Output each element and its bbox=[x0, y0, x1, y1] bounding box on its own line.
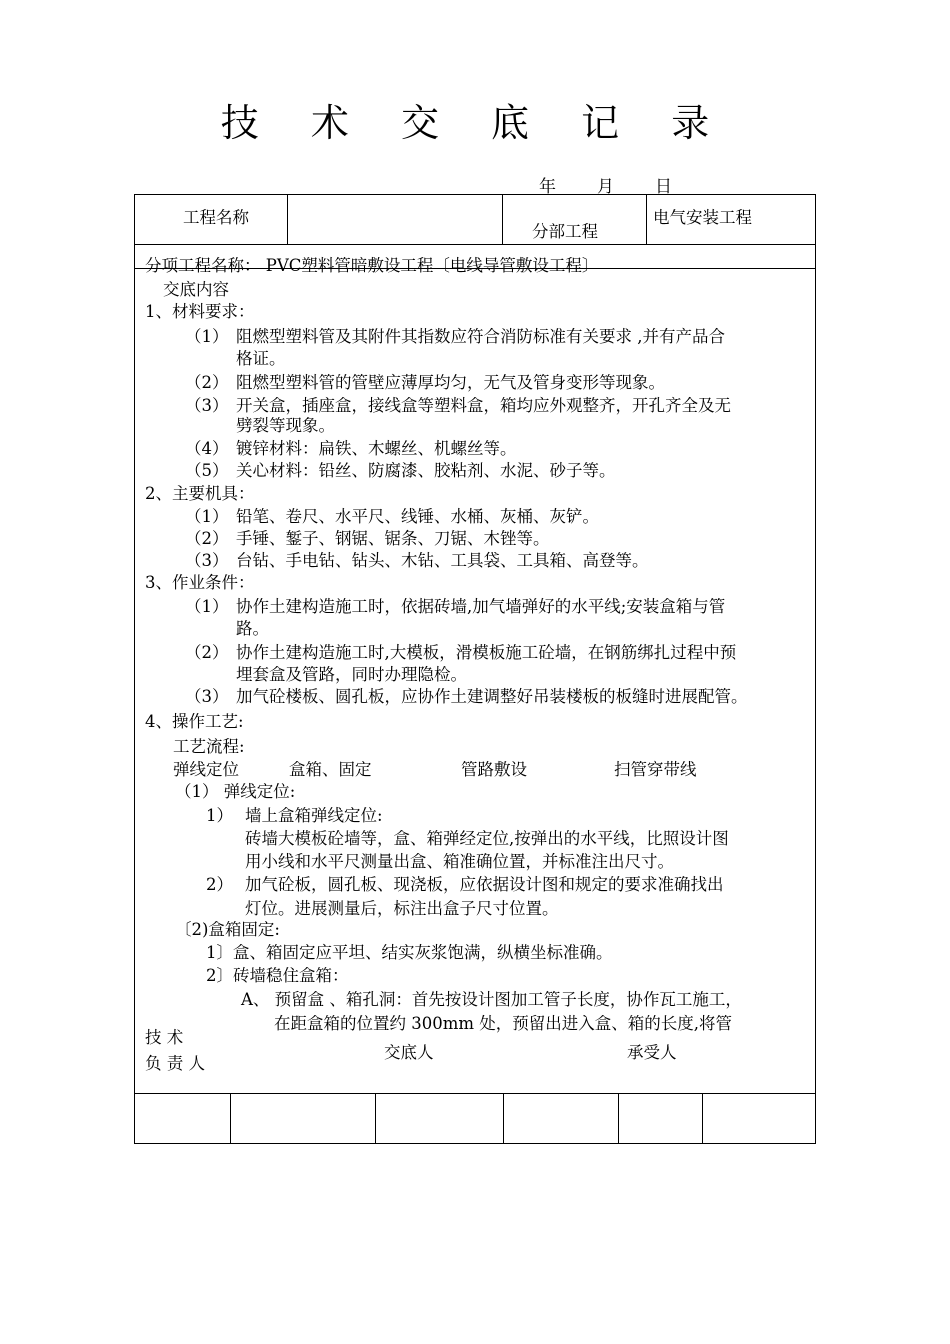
process-flow-label: 工艺流程: bbox=[173, 737, 245, 756]
item-number: （1） bbox=[185, 597, 229, 616]
item-text: 协作土建构造施工时，依据砖墙,加气墙弹好的水平线;安装盒箱与管 bbox=[236, 597, 726, 616]
item-text-continued: 劈裂等现象。 bbox=[236, 416, 335, 435]
item-number: （3） bbox=[185, 551, 229, 570]
signature-cell-divider bbox=[618, 1093, 619, 1143]
header-divider bbox=[502, 195, 503, 245]
flow-step: 盒箱、固定 bbox=[289, 760, 372, 779]
item-number: （2） bbox=[185, 529, 229, 548]
item-text: 阻燃型塑料管及其附件其指数应符合消防标准有关要求 ,并有产品合 bbox=[236, 327, 725, 346]
item-number: （3） bbox=[185, 396, 229, 415]
sub-step-text: 砖墙大模板砼墙等，盒、箱弹经定位,按弹出的水平线，比照设计图 bbox=[245, 829, 729, 848]
item-text: 关心材料：铅丝、防腐漆、胶粘剂、水泥、砂子等。 bbox=[236, 461, 616, 480]
sub-step-text: 加气砼板，圆孔板、现浇板，应依据设计图和规定的要求准确找出 bbox=[245, 875, 724, 894]
item-text-continued: 格证。 bbox=[236, 349, 286, 368]
item-text-continued: 路。 bbox=[236, 619, 269, 638]
row-divider bbox=[135, 1093, 815, 1094]
document-title: 技 术 交 底 记 录 bbox=[220, 101, 730, 145]
subitem-name: 分项工程名称： PVC塑料管暗敷设工程〔电线导管敷设工程〕 bbox=[145, 256, 599, 275]
item-number: （2） bbox=[185, 373, 229, 392]
item-number: （2） bbox=[185, 643, 229, 662]
sub-step-text: 灯位。进展测量后，标注出盒子尺寸位置。 bbox=[245, 899, 559, 918]
item-text: 协作土建构造施工时,大模板，滑模板施工砼墙，在钢筋绑扎过程中预 bbox=[236, 643, 737, 662]
date-day-label: 日 bbox=[655, 177, 672, 197]
header-divider bbox=[646, 195, 647, 245]
step-heading: 〔2)盒箱固定: bbox=[175, 920, 280, 939]
date-year-label: 年 bbox=[539, 177, 556, 197]
signature-cell-divider bbox=[702, 1093, 703, 1143]
row-divider bbox=[135, 244, 815, 245]
item-number: （4） bbox=[185, 439, 229, 458]
item-number: （5） bbox=[185, 461, 229, 480]
sub-step-text: A、 预留盒 、箱孔洞：首先按设计图加工管子长度，协作瓦工施工， bbox=[241, 990, 742, 1009]
item-number: （3） bbox=[185, 687, 229, 706]
item-text: 阻燃型塑料管的管壁应薄厚均匀，无气及管身变形等现象。 bbox=[236, 373, 665, 392]
tech-lead-label: 负 责 人 bbox=[145, 1054, 205, 1073]
sub-step-title: 墙上盒箱弹线定位: bbox=[245, 806, 383, 825]
signature-cell-divider bbox=[230, 1093, 231, 1143]
flow-step: 弹线定位 bbox=[173, 760, 239, 779]
sub-step-number: 2） bbox=[206, 875, 233, 894]
handover-person-label: 交底人 bbox=[384, 1043, 434, 1062]
receiver-label: 承受人 bbox=[627, 1043, 677, 1062]
sub-step-text: 用小线和水平尺测量出盒、箱准确位置，并标准注出尺寸。 bbox=[245, 852, 674, 871]
division-label: 分部工程 bbox=[532, 222, 598, 241]
step-heading: （1） 弹线定位: bbox=[175, 782, 296, 801]
flow-step: 管路敷设 bbox=[461, 760, 527, 779]
project-name-label: 工程名称 bbox=[183, 208, 249, 227]
content-heading: 交底内容 bbox=[163, 280, 229, 299]
record-table bbox=[134, 194, 816, 1144]
item-number: （1） bbox=[185, 327, 229, 346]
sub-step-text: 在距盒箱的位置约 300mm 处，预留出进入盒、箱的长度,将管 bbox=[274, 1014, 733, 1033]
item-text: 手锤、錾子、钢锯、锯条、刀锯、木锉等。 bbox=[236, 529, 550, 548]
section-heading: 3、作业条件： bbox=[145, 573, 255, 592]
item-text: 镀锌材料：扁铁、木螺丝、机螺丝等。 bbox=[236, 439, 517, 458]
section-heading: 2、主要机具： bbox=[145, 484, 255, 503]
tech-lead-label: 技 术 bbox=[145, 1028, 184, 1047]
sub-step-text: 1〕盒、箱固定应平坦、结实灰浆饱满，纵横坐标准确。 bbox=[206, 943, 613, 962]
item-text: 铅笔、卷尺、水平尺、线锤、水桶、灰桶、灰铲。 bbox=[236, 507, 599, 526]
division-value: 电气安装工程 bbox=[653, 208, 752, 227]
item-text: 加气砼楼板、圆孔板，应协作土建调整好吊装楼板的板缝时进展配管。 bbox=[236, 687, 748, 706]
header-divider bbox=[287, 195, 288, 245]
item-text: 台钻、手电钻、钻头、木钻、工具袋、工具箱、高登等。 bbox=[236, 551, 649, 570]
sub-step-text: 2〕砖墙稳住盒箱： bbox=[206, 966, 349, 985]
sub-step-number: 1） bbox=[206, 806, 233, 825]
signature-cell-divider bbox=[375, 1093, 376, 1143]
section-heading: 1、材料要求： bbox=[145, 302, 255, 321]
date-month-label: 月 bbox=[597, 177, 614, 197]
flow-step: 扫管穿带线 bbox=[614, 760, 697, 779]
item-number: （1） bbox=[185, 507, 229, 526]
item-text: 开关盒，插座盒，接线盒等塑料盒，箱均应外观整齐，开孔齐全及无 bbox=[236, 396, 731, 415]
section-heading: 4、操作工艺: bbox=[145, 712, 244, 731]
item-text-continued: 埋套盒及管路，同时办理隐检。 bbox=[236, 665, 467, 684]
signature-cell-divider bbox=[503, 1093, 504, 1143]
